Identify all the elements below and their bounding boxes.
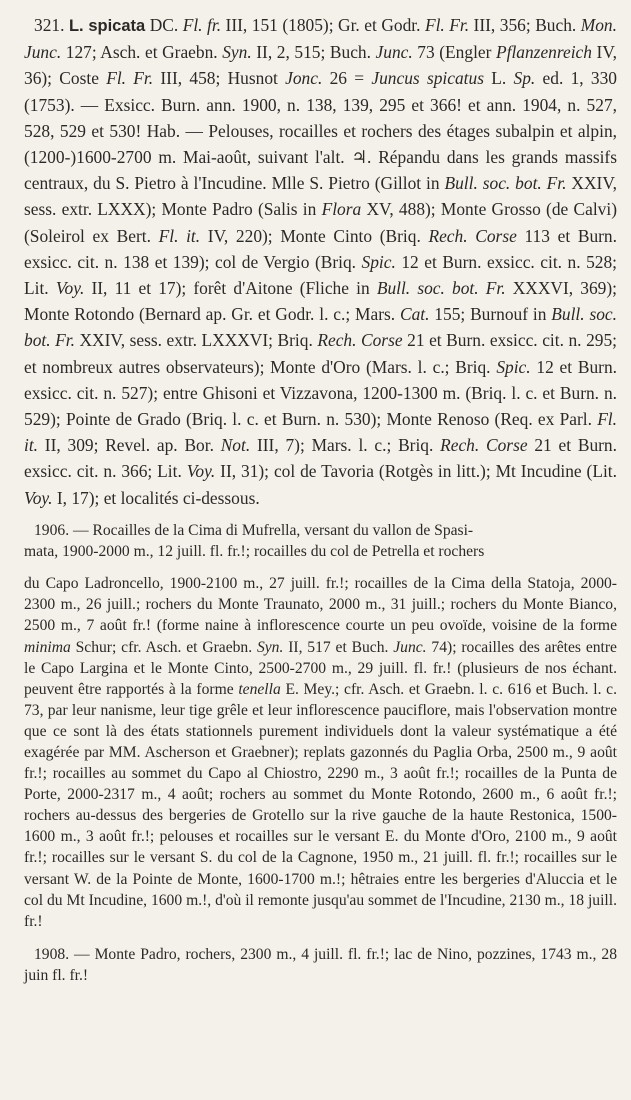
observation-line: 1906. — Rocailles de la Cima di Mufrella, versant du vallon de Spasi- (34, 521, 474, 539)
citation-work: Voy. (186, 461, 216, 482)
citation-work: Mon. Junc. (24, 15, 617, 63)
citation-work: Voy. (24, 487, 53, 508)
observation-line: mata, 1900-2000 m., 12 juill. fl. fr.!; rocailles du col de Petrella et rochers (24, 543, 485, 561)
citation-work: Fl. Fr. (106, 68, 154, 89)
citation-work: Pflanzenreich (496, 42, 592, 63)
citation-work: Fl. fr. (182, 15, 222, 35)
citation-work: Syn. (256, 638, 284, 656)
habitat-text: III, 7); Mars. l. c.; Briq. (250, 435, 441, 456)
habitat-text: II, 309; Revel. ap. Bor. (38, 435, 221, 456)
habitat-text: 155; Burnouf in (429, 304, 552, 325)
observation-text: 74); rocailles des arêtes entre le Capo Largina et le Monte Cinto, 2500-2700 m., 29 juill. fl. fr.! (plusieurs de nos échant. peuvent être rapportés à la forme (24, 638, 617, 698)
habitat-text: II, 11 et 17); forêt d'Aitone (Fliche in (84, 278, 377, 299)
citation-text: III, 356; Buch. (469, 15, 581, 35)
habitat-text: IV, 220); Monte Cinto (Briq. (200, 225, 429, 246)
citation-work: Bull. soc. bot. Fr. (444, 173, 567, 194)
citation-work: Fl. it. (24, 409, 617, 456)
habitat-text: 113 et Burn. exsicc. cit. n. 138 et 139); col de Vergio (Briq. (24, 225, 617, 272)
citation-work: Fl. Fr. (424, 15, 470, 35)
observation-text: II, 517 et Buch. (283, 638, 394, 656)
citation-work: Spic. (361, 251, 396, 272)
citation-text: II, 2, 515; Buch. (251, 42, 376, 63)
citation-work: Cat. (399, 304, 430, 325)
synonym-name: Juncus spicatus (371, 68, 484, 89)
species-name: L. spicata (68, 17, 146, 35)
observation-text: E. Mey.; cfr. Asch. et Graebn. l. c. 616 et Buch. l. c. 73, par leur nanisme, leur tige grêle et leur inflorescence pauciflore, mais l'observation montre que ce sont là des états stationnels purement individuels dont la valeur systématique a été exagérée par MM. Ascherson et Graebner); replats gazonnés du Paglia Orba, 2500 m., 9 août fr.!; rocailles au sommet du Capo al Chiostro, 2290 m., 3 août fr.!; rocailles de la Punta de Porte, 2000-2317 m., 4 août; rochers au sommet du Monte Rotondo, 2600 m., 6 août fr.!; rochers au-dessus des bergeries de Grotello sur la rive gauche de la haute Restonica, 1500-1600 m., 3 août fr.!; pelouses et rocailles sur le versant E. du Monte d'Oro, 2100 m., 9 août fr.!; rocailles sur le versant S. du col de la Cagnone, 1950 m., 21 juill. fl. fr.!; rocailles sur le versant W. de la Pointe de Monte, 1600-1700 m.!; hêtraies entre les bergeries d'Aluccia et le col du Mt Incudine, 1600 m.!, d'où il remonte jusqu'au sommet de l'Incudine, 2130 m., 18 juill. fr.! (24, 680, 617, 930)
habitat-text: 21 et Burn. exsicc. cit. n. 295; et nombreux autres observateurs); Monte d'Oro (Mars. l. c.; Briq. (24, 330, 617, 377)
citation-text: 127; Asch. et Graebn. (61, 42, 223, 63)
exsiccata-text: ed. 1, 330 (1753). — Exsicc. Burn. ann. 1900, n. 138, 139, 295 et 366! et ann. 1904, n. 527, 528, 529 et 530! (24, 68, 618, 141)
citation-work: Junc. (375, 42, 413, 63)
citation-text: DC. (145, 15, 183, 35)
observation-1906-continued (24, 573, 617, 932)
habitat-text: XXIV, sess. extr. LXXXVI; Briq. (74, 330, 318, 351)
habitat-text: 21 et Burn. exsicc. cit. n. 366; Lit. (24, 435, 617, 482)
citation-work: Not. (220, 435, 251, 456)
citation-work: Voy. (55, 278, 85, 299)
species-entry-paragraph (24, 12, 617, 511)
citation-text: L. (483, 68, 514, 89)
habitat-text: II, 31); col de Tavoria (Rotgès in litt.); Mt Incudine (Lit. (215, 461, 617, 482)
citation-work: Fl. it. (158, 225, 201, 246)
citation-work: Syn. (222, 42, 252, 63)
habitat-text: Hab. — Pelouses, rocailles et rochers des étages subalpin et alpin, (1200-)1600-2700 m. Mai-août, suivant l'alt. ♃. Répandu dans les grands massifs centraux, du S. Pietro à l'Incudine. Mlle S. Pietro (Gillot in (24, 120, 617, 194)
observation-1906 (24, 520, 617, 562)
citation-work: Junc. (393, 638, 427, 656)
citation-work: Rech. Corse (317, 330, 403, 351)
citation-text: IV, 36); Coste (24, 42, 617, 89)
citation-work: Jonc. (285, 68, 323, 89)
habitat-text: I, 17); et localités ci-dessous. (52, 487, 260, 508)
observation-1908: 1908. — Monte Padro, rochers, 2300 m., 4 juill. fl. fr.!; lac de Nino, pozzines, 1743 m., 28 juin fl. fr.! (24, 945, 617, 985)
citation-work: Rech. Corse (428, 225, 517, 246)
habitat-text: XXXVI, 369); Monte Rotondo (Bernard ap. Gr. et Godr. l. c.; Mars. (24, 278, 617, 325)
citation-text: 26 = (322, 68, 372, 89)
form-name: minima (24, 638, 71, 656)
habitat-text: 12 et Burn. exsicc. cit. n. 528; Lit. (24, 251, 617, 299)
citation-work: Bull. soc. bot. Fr. (24, 304, 617, 351)
habitat-text: 12 et Burn. exsicc. cit. n. 527); entre Ghisoni et Vizzavona, 1200-1300 m. (Briq. l. c. et Burn. n. 529); Pointe de Grado (Briq. l. c. et Burn. n. 530); Monte Renoso (Req. ex Parl. (24, 356, 617, 430)
citation-work: Spic. (496, 356, 531, 377)
citation-work: Sp. (513, 68, 536, 89)
observation-text: du Capo Ladroncello, 1900-2100 m., 27 juill. fr.!; rocailles de la Cima della Statoja, 2000-2300 m., 26 juill.; rochers du Monte Traunato, 2000 m., 31 juill.; rochers du Monte Bianco, 2500 m., 7 août fr.! (forme naine à inflorescence courte un peu ovoïde, voisine de la forme (24, 575, 617, 635)
form-name: tenella (238, 680, 281, 698)
citation-work: Flora (321, 199, 362, 220)
citation-text: 73 (Engler (412, 42, 496, 63)
observation-text: Schur; cfr. Asch. et Graebn. (70, 638, 257, 656)
citation-work: Bull. soc. bot. Fr. (376, 278, 506, 299)
habitat-text: XV, 488); Monte Grosso (de Calvi) (Soleirol ex Bert. (24, 199, 617, 246)
habitat-text: XXIV, sess. extr. LXXX); Monte Padro (Salis in (24, 173, 617, 220)
species-number: 321. (34, 15, 65, 35)
citation-text: III, 458; Husnot (153, 68, 286, 89)
citation-work: Rech. Corse (440, 435, 528, 456)
citation-text: III, 151 (1805); Gr. et Godr. (221, 15, 425, 35)
